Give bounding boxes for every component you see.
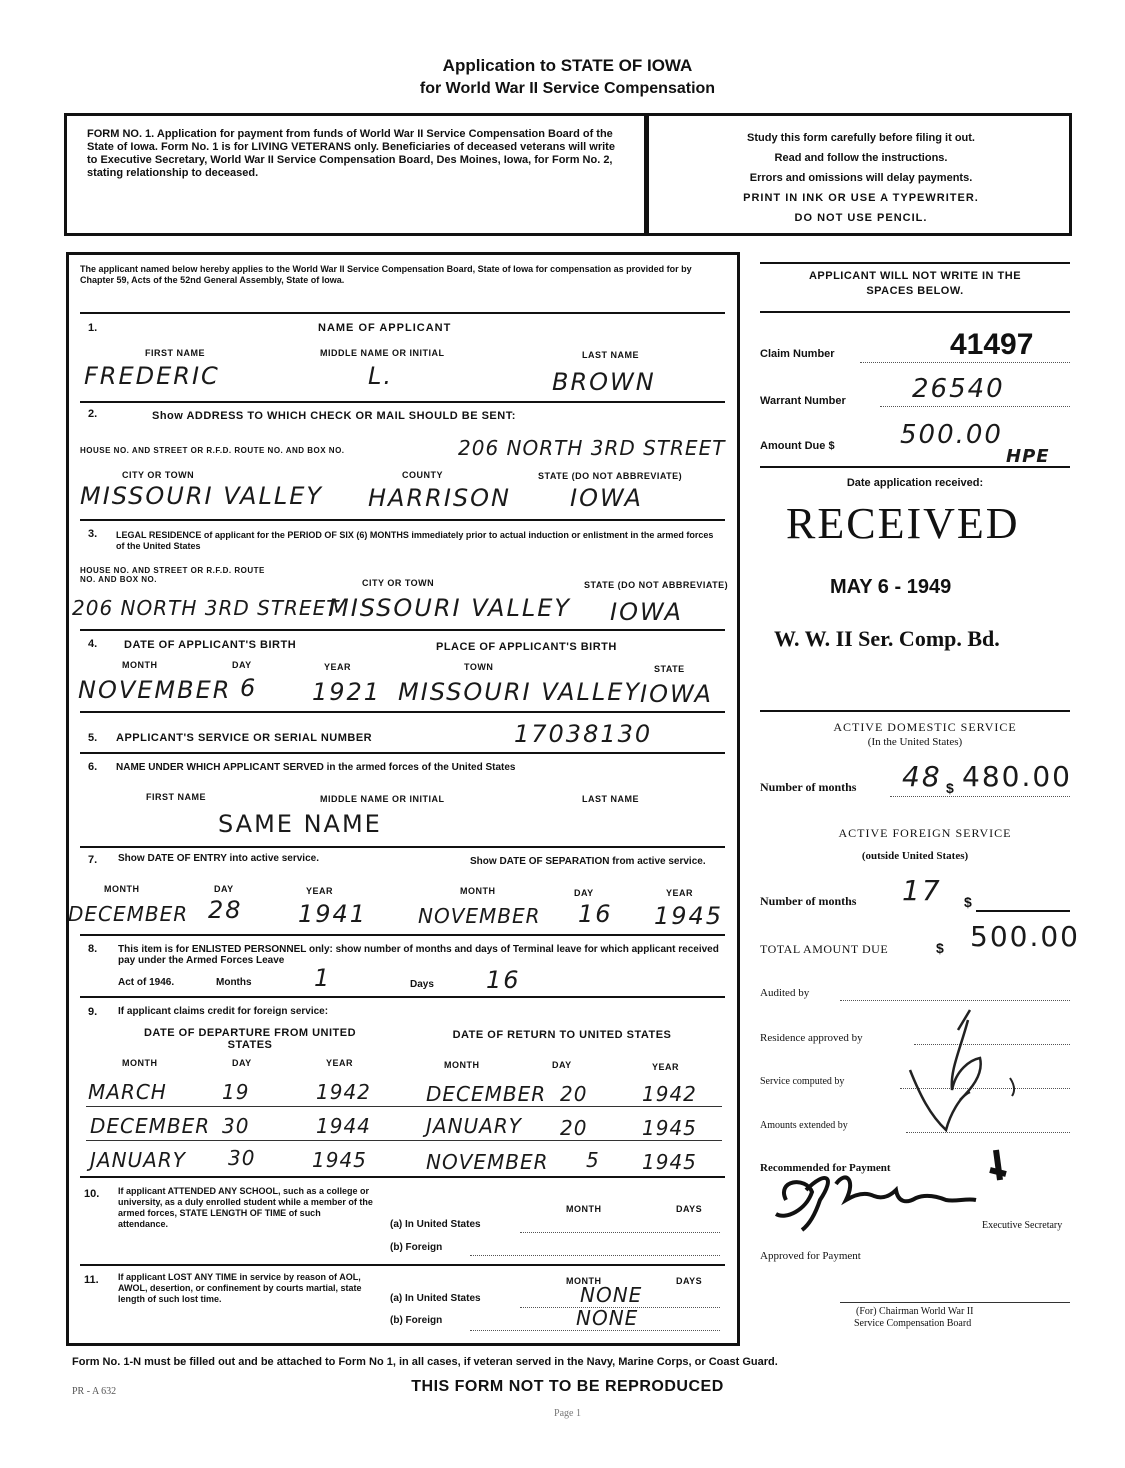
school-foreign-label: (b) Foreign: [390, 1242, 443, 1253]
lost-month-label: MONTH: [566, 1276, 602, 1286]
claim-number-value[interactable]: 41497: [950, 328, 1034, 361]
ret-month-2[interactable]: JANUARY: [426, 1114, 522, 1138]
item-10-number: 10.: [84, 1188, 100, 1200]
item-5-title: APPLICANT'S SERVICE OR SERIAL NUMBER: [116, 732, 373, 744]
foreign-months-label: Number of months: [760, 894, 857, 908]
sep-year-label: YEAR: [666, 888, 694, 898]
item-2-title: Show ADDRESS TO WHICH CHECK OR MAIL SHOULD BE SENT:: [152, 410, 516, 422]
item-4-number: 4.: [88, 638, 98, 650]
address-state-value[interactable]: IOWA: [570, 484, 643, 512]
domestic-amount-value[interactable]: 480.00: [962, 760, 1072, 793]
address-city-value[interactable]: MISSOURI VALLEY: [80, 482, 324, 510]
item-8-months-label: Months: [216, 977, 252, 988]
claim-number-label: Claim Number: [760, 348, 835, 360]
item-5-number: 5.: [88, 732, 98, 744]
middle-name-value[interactable]: L.: [368, 362, 393, 390]
form-subtitle: for World War II Service Compensation: [419, 80, 716, 97]
birth-day-label: DAY: [232, 660, 252, 670]
domestic-title: ACTIVE DOMESTIC SERVICE: [833, 720, 1017, 734]
birth-year-label: YEAR: [324, 662, 352, 672]
warrant-number-value[interactable]: 26540: [912, 374, 1005, 404]
residence-street-label: HOUSE NO. AND STREET OR R.F.D. ROUTE NO. AND BOX NO.: [80, 566, 265, 584]
instruction-line-4: PRINT IN INK OR USE A TYPEWRITER.: [743, 192, 979, 204]
total-due-label: TOTAL AMOUNT DUE: [760, 942, 889, 956]
item-3-title: LEGAL RESIDENCE of applicant for the PERIOD OF SIX (6) MONTHS immediately prior to actual induction or enlistment in the armed forces of the United States: [116, 530, 714, 551]
foreign-dollar: $: [964, 894, 972, 910]
birth-month-value[interactable]: NOVEMBER: [78, 676, 232, 704]
entry-year-value[interactable]: 1941: [298, 900, 368, 928]
instruction-line-2: Read and follow the instructions.: [774, 152, 948, 164]
sep-year-value[interactable]: 1945: [654, 902, 724, 930]
approved-label: Approved for Payment: [760, 1250, 861, 1262]
leave-months-value[interactable]: 1: [314, 964, 332, 992]
instruction-line-3: Errors and omissions will delay payments.: [749, 172, 973, 184]
chairman-label-1: (For) Chairman World War II: [856, 1306, 974, 1317]
footer-warning: THIS FORM NOT TO BE REPRODUCED: [411, 1378, 724, 1395]
ret-month-1[interactable]: DECEMBER: [426, 1082, 547, 1106]
divider: [80, 401, 725, 403]
instruction-line-1: Study this form carefully before filing it out.: [747, 132, 975, 144]
address-county-value[interactable]: HARRISON: [368, 484, 511, 512]
dep-day-label: DAY: [232, 1058, 252, 1068]
address-street-label: HOUSE NO. AND STREET OR R.F.D. ROUTE NO. AND BOX NO.: [80, 446, 345, 455]
lost-foreign-label: (b) Foreign: [390, 1315, 443, 1326]
item-8-number: 8.: [88, 943, 98, 955]
ret-year-1[interactable]: 1942: [642, 1082, 697, 1106]
ret-day-label: DAY: [552, 1060, 572, 1070]
item-2-number: 2.: [88, 408, 98, 420]
dep-day-1[interactable]: 19: [222, 1080, 250, 1104]
entry-day-value[interactable]: 28: [208, 896, 243, 924]
foreign-months-value[interactable]: 17: [902, 874, 942, 907]
served-last-label: LAST NAME: [582, 794, 639, 804]
ret-day-3[interactable]: 5: [586, 1148, 600, 1172]
served-first-label: FIRST NAME: [146, 792, 206, 802]
school-us-label: (a) In United States: [390, 1219, 481, 1230]
chairman-line: [840, 1302, 1070, 1303]
office-header-2: SPACES BELOW.: [866, 285, 964, 297]
warrant-line: [880, 406, 1070, 407]
dep-day-3[interactable]: 30: [228, 1146, 256, 1170]
office-divider: [760, 710, 1070, 712]
residence-city-label: CITY OR TOWN: [362, 578, 435, 588]
sep-day-label: DAY: [574, 888, 594, 898]
lost-us-label: (a) In United States: [390, 1293, 481, 1304]
foreign-line: [976, 910, 1070, 912]
dep-month-label: MONTH: [122, 1058, 158, 1068]
amount-initials: HPE: [1006, 446, 1050, 467]
item-10-text: If applicant ATTENDED ANY SCHOOL, such as a college or university, as a duly enrolled student while a member of the armed forces, STATE LENGTH OF TIME of such attendance.: [118, 1186, 373, 1229]
item-11-text: If applicant LOST ANY TIME in service by reason of AOL, AWOL, desertion, or confinement by courts martial, state length of such lost time.: [118, 1272, 362, 1304]
birth-place-title: PLACE OF APPLICANT'S BIRTH: [436, 641, 617, 653]
item-1-title: NAME OF APPLICANT: [318, 322, 452, 334]
item-9-title: If applicant claims credit for foreign service:: [118, 1006, 329, 1017]
divider: [80, 519, 725, 521]
residence-street-value[interactable]: 206 NORTH 3RD STREET: [72, 596, 340, 620]
school-us-line: [520, 1232, 720, 1233]
separation-title: Show DATE OF SEPARATION from active service.: [470, 856, 706, 867]
entry-day-label: DAY: [214, 884, 234, 894]
birth-date-title: DATE OF APPLICANT'S BIRTH: [124, 639, 297, 651]
instruction-line-5: DO NOT USE PENCIL.: [794, 212, 928, 224]
divider: [80, 1264, 725, 1266]
amounts-extended-label: Amounts extended by: [760, 1120, 848, 1131]
footer-page: Page 1: [554, 1408, 581, 1419]
address-street-value[interactable]: 206 NORTH 3RD STREET: [458, 436, 726, 460]
entry-year-label: YEAR: [306, 886, 334, 896]
birth-day-value[interactable]: 6: [240, 674, 258, 702]
form-no-1-text: FORM NO. 1. Application for payment from funds of World War II Service Compensation Board of the State of Iowa. Form No. 1 is for LIVING VETERANS only. Beneficiaries of deceased veterans will write to Executive Secretary, World War II Service Compensation Board, Des Moines, Iowa, for Form No. 2, stating relationship to deceased.: [87, 128, 615, 179]
received-stamp: RECEIVED: [786, 499, 1020, 548]
dep-year-3[interactable]: 1945: [312, 1148, 367, 1172]
entry-month-label: MONTH: [104, 884, 140, 894]
last-name-label: LAST NAME: [582, 350, 639, 360]
ret-year-label: YEAR: [652, 1062, 680, 1072]
domestic-sub: (In the United States): [867, 736, 963, 748]
return-title: DATE OF RETURN TO UNITED STATES: [452, 1029, 672, 1041]
recommended-label: Recommended for Payment: [760, 1162, 891, 1174]
school-days-label: DAYS: [676, 1204, 703, 1214]
sep-month-label: MONTH: [460, 886, 496, 896]
birth-town-value[interactable]: MISSOURI VALLEY: [398, 678, 642, 706]
entry-month-value[interactable]: DECEMBER: [68, 902, 189, 926]
divider: [80, 711, 725, 713]
item-8-text: This item is for ENLISTED PERSONNEL only: show number of months and days of Terminal leave for which applicant received pay under the Armed Forces Leave: [118, 944, 719, 966]
service-computed-label: Service computed by: [760, 1076, 845, 1087]
dep-month-3[interactable]: JANUARY: [90, 1148, 186, 1172]
divider: [80, 1176, 725, 1178]
office-header-1: APPLICANT WILL NOT WRITE IN THE: [808, 270, 1022, 282]
first-name-value[interactable]: FREDERIC: [84, 362, 220, 390]
claim-line: [860, 362, 1070, 363]
office-header-line: [760, 311, 1070, 313]
divider: [80, 629, 725, 631]
residence-state-label: STATE (DO NOT ABBREVIATE): [584, 580, 729, 590]
dep-month-1[interactable]: MARCH: [88, 1080, 167, 1104]
sep-month-value[interactable]: NOVEMBER: [418, 904, 541, 928]
item-1-number: 1.: [88, 322, 98, 334]
lost-foreign-line: [470, 1330, 720, 1331]
serial-number-value[interactable]: 17038130: [514, 720, 653, 748]
lost-days-label: DAYS: [676, 1276, 703, 1286]
item-9-number: 9.: [88, 1006, 98, 1018]
received-stamp-org: W. W. II Ser. Comp. Bd.: [774, 626, 1000, 651]
audited-label: Audited by: [760, 987, 810, 999]
chairman-label-2: Service Compensation Board: [854, 1318, 972, 1329]
dep-day-2[interactable]: 30: [222, 1114, 250, 1138]
first-name-label: FIRST NAME: [145, 348, 205, 358]
dep-month-2[interactable]: DECEMBER: [90, 1114, 211, 1138]
row-line: [86, 1140, 722, 1141]
executive-secretary-label: Executive Secretary: [982, 1220, 1063, 1231]
leave-days-value[interactable]: 16: [486, 966, 521, 994]
date-received-label: Date application received:: [846, 477, 984, 489]
departure-title: DATE OF DEPARTURE FROM UNITED STATES: [143, 1027, 357, 1051]
item-6-title: NAME UNDER WHICH APPLICANT SERVED in the armed forces of the United States: [116, 762, 516, 773]
received-stamp-date: MAY 6 - 1949: [830, 576, 952, 598]
sep-day-value[interactable]: 16: [578, 900, 613, 928]
intro-text: The applicant named below hereby applies to the World War II Service Compensation Board, State of Iowa for compensation as provided for by Chapter 59, Acts of the 52nd General Assembly, State of Iowa.: [80, 264, 692, 285]
item-6-number: 6.: [88, 761, 98, 773]
domestic-months-value[interactable]: 48: [902, 760, 942, 793]
row-line: [86, 1106, 722, 1107]
residence-state-value[interactable]: IOWA: [610, 598, 683, 626]
birth-town-label: TOWN: [464, 662, 494, 672]
ret-year-3[interactable]: 1945: [642, 1150, 697, 1174]
item-11-number: 11.: [84, 1274, 99, 1286]
ret-month-label: MONTH: [444, 1060, 480, 1070]
footer-code: PR - A 632: [72, 1386, 117, 1397]
birth-state-label: STATE: [654, 664, 685, 674]
office-top-line: [760, 262, 1070, 264]
divider: [80, 846, 725, 848]
residence-city-value[interactable]: MISSOURI VALLEY: [328, 594, 572, 622]
footer-note: Form No. 1-N must be filled out and be attached to Form No 1, in all cases, if veteran served in the Navy, Marine Corps, or Coast Guard.: [72, 1356, 778, 1368]
ret-day-2[interactable]: 20: [560, 1116, 588, 1140]
domestic-line: [890, 796, 1070, 797]
birth-year-value[interactable]: 1921: [312, 678, 382, 706]
school-foreign-line: [470, 1255, 720, 1256]
address-city-label: CITY OR TOWN: [122, 470, 195, 480]
divider: [80, 934, 725, 936]
domestic-dollar: $: [946, 780, 954, 796]
amount-due-label: Amount Due $: [760, 440, 835, 452]
lost-foreign-value[interactable]: NONE: [576, 1306, 639, 1330]
instructions-box-left: [64, 113, 649, 236]
divider: [80, 752, 725, 754]
item-8-days-label: Days: [410, 979, 434, 990]
school-month-label: MONTH: [566, 1204, 602, 1214]
initials-signature-icon: [900, 1000, 1030, 1140]
lost-us-value[interactable]: NONE: [580, 1283, 643, 1307]
dep-year-1[interactable]: 1942: [316, 1080, 371, 1104]
total-dollar: $: [936, 940, 944, 956]
instructions-box-right: [644, 113, 1072, 236]
address-state-label: STATE (DO NOT ABBREVIATE): [538, 471, 683, 481]
divider: [80, 312, 725, 314]
form-title: Application to STATE OF IOWA: [442, 56, 693, 75]
total-due-value[interactable]: 500.00: [970, 920, 1080, 953]
middle-name-label: MIDDLE NAME OR INITIAL: [320, 348, 445, 358]
domestic-months-label: Number of months: [760, 780, 857, 794]
warrant-number-label: Warrant Number: [760, 395, 846, 407]
last-name-value[interactable]: BROWN: [552, 368, 656, 396]
amount-due-value[interactable]: 500.00: [900, 420, 1003, 450]
birth-month-label: MONTH: [122, 660, 158, 670]
birth-state-value[interactable]: IOWA: [640, 680, 713, 708]
ret-month-3[interactable]: NOVEMBER: [426, 1150, 549, 1174]
ret-day-1[interactable]: 20: [560, 1082, 588, 1106]
item-3-number: 3.: [88, 528, 98, 540]
dep-year-2[interactable]: 1944: [316, 1114, 371, 1138]
address-county-label: COUNTY: [402, 470, 443, 480]
dep-year-label: YEAR: [326, 1058, 354, 1068]
foreign-title: ACTIVE FOREIGN SERVICE: [838, 826, 1012, 840]
served-name-value[interactable]: SAME NAME: [218, 810, 382, 838]
item-7-number: 7.: [88, 854, 98, 866]
divider: [80, 996, 725, 998]
amount-line: [760, 466, 1070, 468]
entry-title: Show DATE OF ENTRY into active service.: [118, 853, 319, 864]
item-8-act: Act of 1946.: [118, 977, 175, 988]
residence-approved-label: Residence approved by: [760, 1032, 863, 1044]
foreign-sub: (outside United States): [861, 850, 969, 862]
served-middle-label: MIDDLE NAME OR INITIAL: [320, 794, 445, 804]
ret-year-2[interactable]: 1945: [642, 1116, 697, 1140]
